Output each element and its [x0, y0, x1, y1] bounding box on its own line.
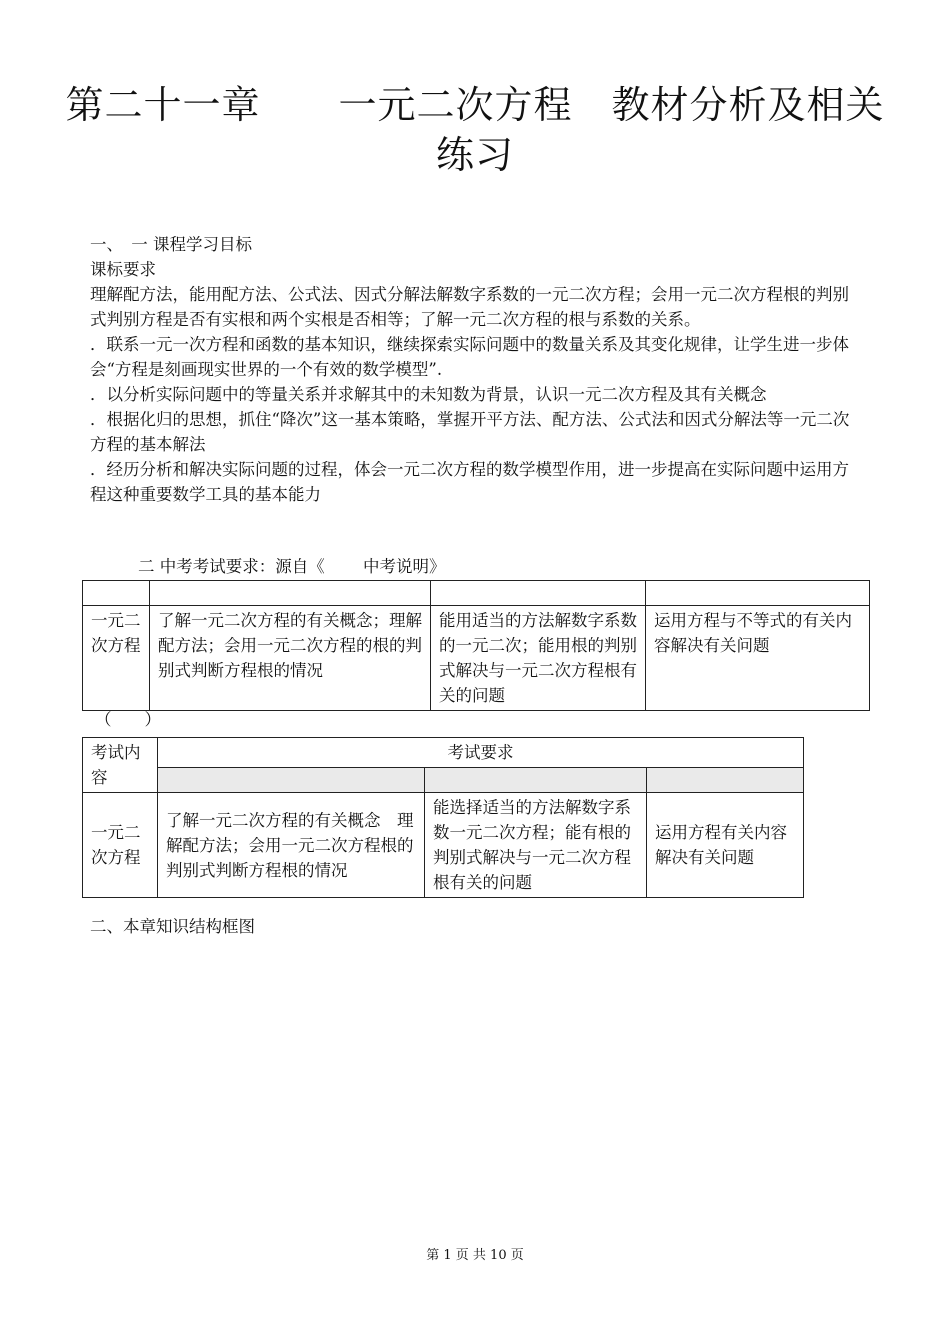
table-cell	[646, 581, 870, 606]
table-cell	[83, 581, 150, 606]
paragraph: ．以分析实际问题中的等量关系并求解其中的未知数为背景，认识一元二次方程及其有关概念	[90, 385, 767, 404]
page-footer: 第 1 页 共 10 页	[426, 1248, 524, 1263]
subheading-standards: 课标要求	[90, 260, 156, 279]
table-cell	[647, 768, 804, 793]
table-cell: 了解一元二次方程的有关概念 理解配方法；会用一元二次方程根的判别式判断方程根的情况	[158, 793, 425, 898]
table-header-row	[83, 581, 870, 606]
section-heading-goals: 一、 一 课程学习目标	[90, 235, 252, 254]
page-title: 第二十一章 一元二次方程 教材分析及相关练习	[65, 83, 885, 177]
paragraph: ．根据化归的思想，抓住“降次”这一基本策略，掌握开平方法、配方法、公式法和因式分解法等一元二次方程的基本解法	[90, 410, 850, 454]
paragraph: ．经历分析和解决实际问题的过程，体会一元二次方程的数学模型作用，进一步提高在实际问题中运用方程这种重要数学工具的基本能力	[90, 460, 849, 504]
blank-parentheses: （ ）	[95, 710, 161, 729]
table-cell: 能用适当的方法解数字系数的一元二次；能用根的判别式解决与一元二次方程根有关的问题	[431, 606, 646, 711]
table-cell	[150, 581, 431, 606]
table-row	[83, 606, 870, 711]
table-cell	[158, 768, 425, 793]
table-cell: 运用方程有关内容解决有关问题	[647, 793, 804, 898]
table-cell: 运用方程与不等式的有关内容解决有关问题	[646, 606, 870, 711]
table-cell	[431, 581, 646, 606]
paragraph: ．联系一元一次方程和函数的基本知识，继续探索实际问题中的数量关系及其变化规律，让学生进一步体会“方程是刻画现实世界的一个有效的数学模型”.	[90, 335, 849, 379]
section-heading-structure: 二、本章知识结构框图	[90, 917, 255, 936]
section-heading-exam: 二 中考考试要求：源自《 中考说明》	[138, 557, 446, 576]
table-cell	[425, 768, 647, 793]
table-cell: 能选择适当的方法解数字系数一元二次方程；能有根的判别式解决与一元二次方程根有关的问题	[425, 793, 647, 898]
table-row	[83, 793, 804, 898]
table-subheader-row	[83, 768, 804, 793]
paragraph: 理解配方法，能用配方法、公式法、因式分解法解数字系数的一元二次方程；会用一元二次方程根的判别式判别方程是否有实根和两个实根是否相等；了解一元二次方程的根与系数的关系。	[90, 285, 849, 329]
exam-requirements-table-2	[82, 737, 804, 898]
standards-body	[90, 282, 865, 507]
table-header-cell: 考试内容	[83, 738, 158, 793]
table-cell: 一元二次方程	[83, 793, 158, 898]
table-header-row	[83, 738, 804, 768]
table-cell: 一元二次方程	[83, 606, 150, 711]
table-cell: 了解一元二次方程的有关概念；理解配方法；会用一元二次方程的根的判别式判断方程根的情况	[150, 606, 431, 711]
exam-requirements-table-1	[82, 580, 870, 711]
table-header-cell: 考试要求	[158, 738, 804, 768]
